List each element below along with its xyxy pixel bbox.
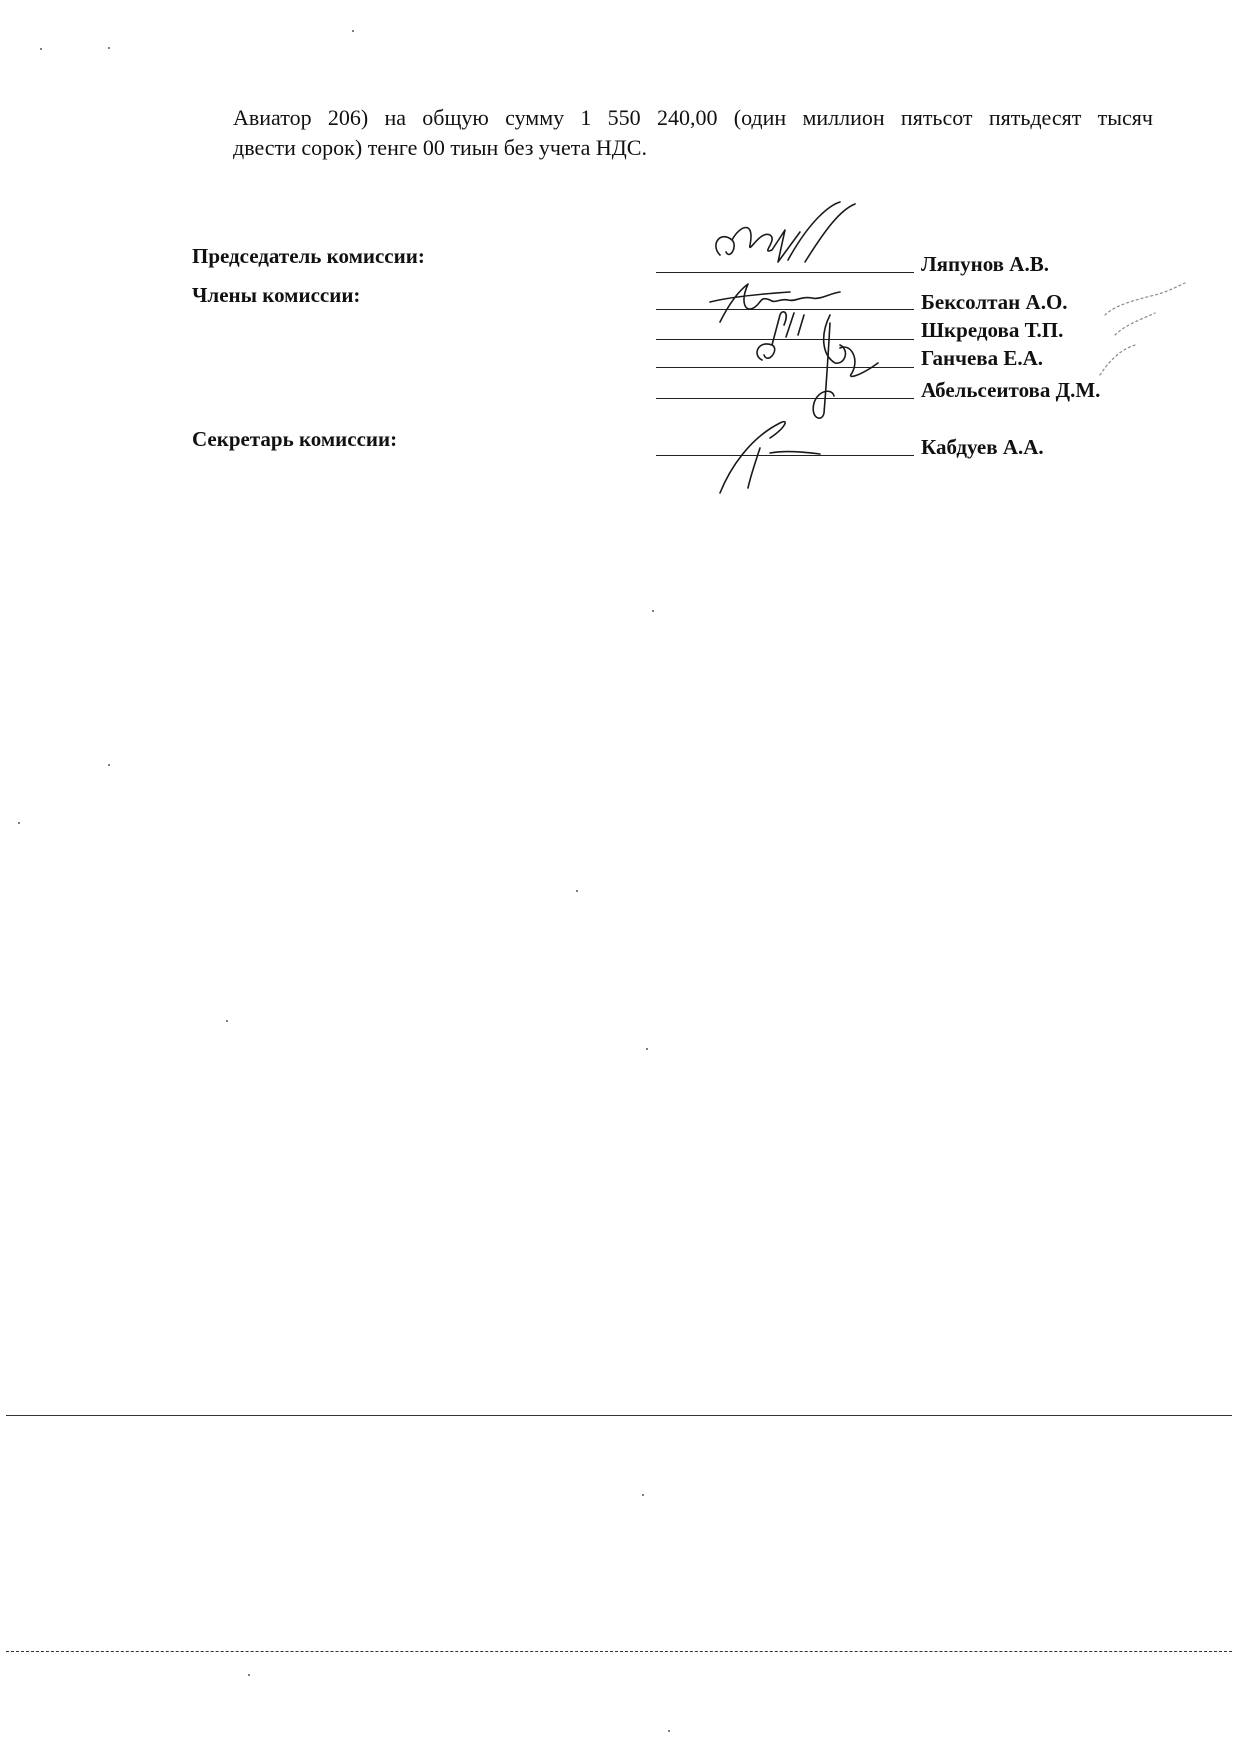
secretary-label: Секретарь комиссии:	[192, 427, 398, 451]
scan-speck	[248, 1674, 250, 1676]
members-label: Члены комиссии:	[192, 283, 361, 307]
scan-speck	[40, 48, 42, 50]
scan-speck	[226, 1020, 228, 1022]
scan-speck	[642, 1494, 644, 1496]
member-name-4: Абельсеитова Д.М.	[921, 378, 1101, 402]
scan-speck	[18, 822, 20, 824]
scan-speck	[646, 1048, 648, 1050]
body-paragraph	[233, 103, 1153, 163]
member-name-1: Бексолтан А.О.	[921, 290, 1068, 314]
paragraph-line-2: двести сорок) тенге 00 тиын без учета НДС.	[233, 135, 647, 160]
paragraph-line-1: Авиатор 206) на общую сумму 1 550 240,00 (один миллион пятьсот пятьдесят тысяч	[233, 105, 1153, 130]
scan-speck	[108, 47, 110, 49]
chairman-signature	[700, 200, 880, 280]
member-name-3: Ганчева Е.А.	[921, 346, 1044, 370]
footer-divider-top	[6, 1415, 1232, 1416]
secretary-name: Кабдуев А.А.	[921, 435, 1044, 459]
scan-speck	[576, 890, 578, 892]
chairman-label: Председатель комиссии:	[192, 244, 425, 268]
faint-stamp	[1095, 275, 1190, 380]
scan-speck	[668, 1730, 670, 1732]
scan-speck	[108, 764, 110, 766]
scan-speck	[352, 30, 354, 32]
chairman-name: Ляпунов А.В.	[921, 252, 1049, 276]
secretary-signature	[710, 408, 830, 498]
scan-speck	[652, 610, 654, 612]
footer-divider-bottom	[6, 1651, 1232, 1652]
member-name-2: Шкредова Т.П.	[921, 318, 1064, 342]
